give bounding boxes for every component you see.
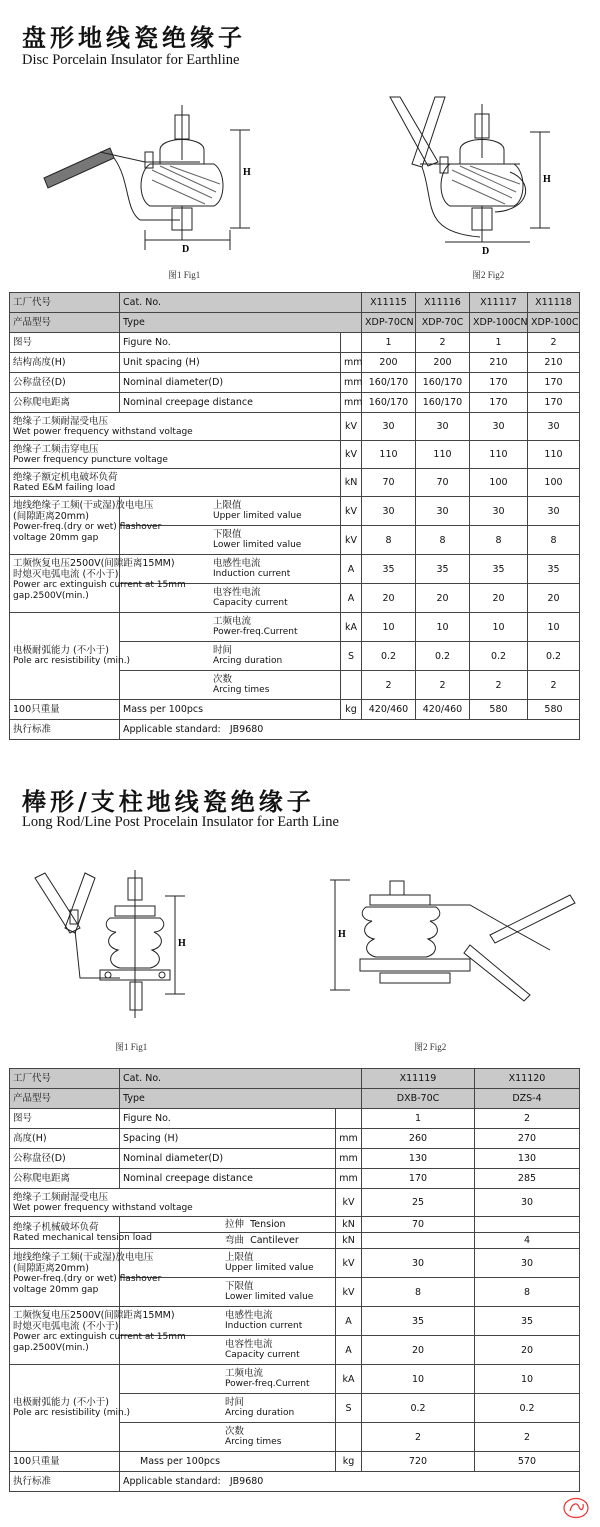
pf-current-cn: 工频电流	[213, 616, 252, 627]
table-row	[10, 613, 580, 642]
cell-value: 1	[362, 333, 416, 353]
row-label-en: Wet power frequency withstand voltage	[13, 426, 193, 437]
cell-value: 8	[362, 526, 416, 555]
standard-value: JB9680	[229, 1476, 264, 1487]
standard-label-en: Applicable standard:	[123, 1476, 221, 1487]
arc-times-en: Arcing times	[225, 1437, 282, 1447]
cell-value: 4	[475, 1233, 580, 1249]
arc-times-en: Arcing times	[213, 685, 270, 695]
cell-value: 8	[470, 526, 528, 555]
cell-value: 10	[528, 613, 580, 642]
table-row	[10, 497, 580, 526]
row-unit: mm	[341, 373, 362, 393]
row-label-en: Unit spacing (H)	[120, 353, 341, 373]
header-row-type	[10, 1089, 580, 1109]
row-label-en: Nominal diameter(D)	[120, 1149, 336, 1169]
cell-value: 170	[362, 1169, 475, 1189]
standard-label-cn: 执行标准	[10, 720, 120, 740]
cell-value: 30	[528, 413, 580, 441]
cat-no: X11115	[362, 293, 416, 313]
type-label-cn: 产品型号	[10, 1089, 120, 1109]
arc-duration-cn: 时间	[213, 645, 233, 656]
pf-current-cn: 工频电流	[225, 1368, 264, 1379]
lower-limit-cn: 下限值	[213, 529, 242, 540]
cell-value: 420/460	[362, 700, 416, 720]
upper-limit-en: Upper limited value	[225, 1263, 314, 1273]
flashover-label-en2: voltage 20mm gap	[13, 1285, 99, 1295]
cell-value: 420/460	[416, 700, 470, 720]
row-unit: kN	[336, 1233, 362, 1249]
arc-label-en: Pole arc resistibility (min.)	[13, 1408, 131, 1418]
row-unit	[336, 1109, 362, 1129]
type-label-cn: 产品型号	[10, 313, 120, 333]
cell-value: 160/170	[416, 393, 470, 413]
section1-title-en: Disc Porcelain Insulator for Earthline	[22, 52, 240, 68]
capacity-current-cn: 电容性电流	[225, 1339, 273, 1350]
cell-value: 270	[475, 1129, 580, 1149]
cell-value: 70	[362, 469, 416, 497]
row-label-en: Figure No.	[120, 1109, 336, 1129]
cell-value: 2	[470, 671, 528, 700]
cell-value: 110	[362, 441, 416, 469]
cell-value: 200	[362, 353, 416, 373]
cat-no: X11117	[470, 293, 528, 313]
row-unit: kV	[341, 497, 362, 526]
cell-value: 160/170	[362, 373, 416, 393]
cell-value: 8	[416, 526, 470, 555]
header-row-cat	[10, 293, 580, 313]
cell-value: 260	[362, 1129, 475, 1149]
row-label-cn: 结构高度(H)	[10, 353, 120, 373]
cell-value: 30	[362, 413, 416, 441]
table-row	[10, 1365, 580, 1394]
row-unit: kV	[336, 1278, 362, 1307]
cell-value	[362, 1233, 475, 1249]
flashover-label-cn2: (间隙距离20mm)	[13, 511, 90, 522]
arc-duration-cn: 时间	[225, 1397, 245, 1408]
extinguish-label-cn: 工频恢复电压2500V(间隙距离15MM)	[13, 1310, 175, 1321]
row-unit: A	[341, 584, 362, 613]
standard-value: JB9680	[229, 724, 264, 735]
row-unit: kV	[341, 526, 362, 555]
table-row	[10, 700, 580, 720]
table-row	[10, 413, 580, 441]
table-row	[10, 1217, 580, 1233]
cell-value: 130	[475, 1149, 580, 1169]
mass-label-en: Mass per 100pcs	[120, 1452, 336, 1472]
wet-voltage-en: Wet power frequency withstand voltage	[13, 1202, 193, 1213]
s2-fig1-label-h: H	[178, 938, 186, 949]
cell-value: 30	[528, 497, 580, 526]
cell-value: 30	[470, 413, 528, 441]
cat-label-cn: 工厂代号	[10, 293, 120, 313]
standard-label-en: Applicable standard:	[123, 724, 221, 735]
type-value: XDP-100C	[528, 313, 580, 333]
cell-value: 285	[475, 1169, 580, 1189]
pf-current-en: Power-freq.Current	[213, 627, 298, 637]
row-unit: mm	[341, 353, 362, 373]
cell-value: 30	[362, 497, 416, 526]
line-post-insulator-fig2	[330, 875, 580, 1015]
s2-fig2-label-h: H	[338, 929, 346, 940]
row-label-cn: 绝缘子工频耐湿受电压	[13, 415, 109, 427]
mech-load-cn: 绝缘子机械破坏负荷	[13, 1221, 99, 1233]
extinguish-label-en: Power arc extinguish current at 15mm	[13, 580, 186, 590]
arc-label-en: Pole arc resistibility (min.)	[13, 656, 131, 666]
row-unit: S	[341, 642, 362, 671]
induction-current-cn: 电感性电流	[213, 558, 261, 569]
wet-voltage-cn: 绝缘子工频耐湿受电压	[13, 1191, 109, 1203]
cell-value: 70	[362, 1217, 475, 1233]
type-label-en: Type	[120, 1089, 362, 1109]
cell-value: 160/170	[362, 393, 416, 413]
cell-value: 20	[475, 1336, 580, 1365]
cell-value: 100	[528, 469, 580, 497]
table-row	[10, 555, 580, 584]
extinguish-label-en: Power arc extinguish current at 15mm	[13, 1332, 186, 1342]
cell-value: 20	[528, 584, 580, 613]
row-unit: kN	[336, 1217, 362, 1233]
tension-cn: 拉伸	[225, 1219, 245, 1230]
logo-stamp-icon	[563, 1497, 589, 1519]
cell-value: 20	[362, 584, 416, 613]
cell-value: 35	[362, 1307, 475, 1336]
header-row-cat	[10, 1069, 580, 1089]
row-unit: kg	[336, 1452, 362, 1472]
fig2-label-d: D	[482, 246, 490, 257]
row-unit: kA	[336, 1365, 362, 1394]
cell-value: 2	[475, 1423, 580, 1452]
row-unit: kV	[336, 1189, 362, 1217]
row-label-en: Nominal creepage distance	[120, 393, 341, 413]
row-label-cn: 图号	[10, 1109, 120, 1129]
type-value: DZS-4	[475, 1089, 580, 1109]
capacity-current-cn: 电容性电流	[213, 587, 261, 598]
table-row	[10, 353, 580, 373]
table-row	[10, 1109, 580, 1129]
flashover-label-en: Power-freq.(dry or wet) flashover	[13, 1274, 162, 1284]
fig2-label-h: H	[543, 174, 551, 185]
cell-value: 100	[470, 469, 528, 497]
row-label-en: Nominal creepage distance	[120, 1169, 336, 1189]
section1-spec-table	[9, 292, 580, 740]
row-label-cn: 高度(H)	[10, 1129, 120, 1149]
extinguish-label-cn2: 时熄灭电弧电流 (不小于)	[13, 569, 119, 580]
cell-value: 10	[362, 1365, 475, 1394]
cell-value: 200	[416, 353, 470, 373]
row-unit: kV	[341, 413, 362, 441]
arc-duration-en: Arcing duration	[225, 1408, 295, 1418]
extinguish-label-cn: 工频恢复电压2500V(间隙距离15MM)	[13, 558, 175, 569]
cell-value: 0.2	[362, 1394, 475, 1423]
tension-en: Tension	[250, 1219, 286, 1230]
cell-value: 130	[362, 1149, 475, 1169]
section1-fig1-caption: 图1 Fig1	[168, 270, 201, 280]
cell-value: 720	[362, 1452, 475, 1472]
flashover-label-en: Power-freq.(dry or wet) flashover	[13, 522, 162, 532]
cell-value: 160/170	[416, 373, 470, 393]
disc-insulator-fig1	[40, 100, 270, 260]
cell-value: 35	[362, 555, 416, 584]
upper-limit-en: Upper limited value	[213, 511, 302, 521]
table-row	[10, 333, 580, 353]
cell-value: 30	[416, 497, 470, 526]
cell-value: 35	[470, 555, 528, 584]
cell-value: 0.2	[528, 642, 580, 671]
table-row	[10, 469, 580, 497]
row-unit: mm	[336, 1169, 362, 1189]
cell-value: 1	[470, 333, 528, 353]
lower-limit-en: Lower limited value	[213, 540, 302, 550]
cell-value: 70	[416, 469, 470, 497]
row-unit: A	[341, 555, 362, 584]
cell-value: 570	[475, 1452, 580, 1472]
arc-times-cn: 次数	[213, 674, 233, 685]
table-row	[10, 1249, 580, 1278]
cell-value: 110	[416, 441, 470, 469]
pf-current-en: Power-freq.Current	[225, 1379, 310, 1389]
cell-value	[475, 1217, 580, 1233]
row-unit: A	[336, 1336, 362, 1365]
table-row	[10, 1129, 580, 1149]
cat-no: X11118	[528, 293, 580, 313]
cell-value: 0.2	[470, 642, 528, 671]
mass-label-cn: 100只重量	[10, 700, 120, 720]
row-unit	[341, 333, 362, 353]
cell-value: 170	[528, 393, 580, 413]
cat-label-cn: 工厂代号	[10, 1069, 120, 1089]
capacity-current-en: Capacity current	[225, 1350, 300, 1360]
cell-value: 35	[416, 555, 470, 584]
lower-limit-cn: 下限值	[225, 1281, 254, 1292]
cell-value: 30	[475, 1249, 580, 1278]
cell-value: 580	[528, 700, 580, 720]
induction-current-en: Induction current	[225, 1321, 303, 1331]
cell-value: 2	[528, 333, 580, 353]
section1-title-cn: 盘形地线瓷绝缘子	[22, 23, 246, 52]
cell-value: 35	[475, 1307, 580, 1336]
cell-value: 2	[528, 671, 580, 700]
cell-value: 2	[475, 1109, 580, 1129]
cell-value: 30	[416, 413, 470, 441]
flashover-label-en2: voltage 20mm gap	[13, 533, 99, 543]
table-row	[10, 393, 580, 413]
table-row	[10, 1307, 580, 1336]
cell-value: 170	[470, 393, 528, 413]
row-label-cn: 公称盘径(D)	[10, 1149, 120, 1169]
cell-value: 2	[416, 671, 470, 700]
row-label-cn: 公称盘径(D)	[10, 373, 120, 393]
row-unit	[341, 671, 362, 700]
cell-value: 580	[470, 700, 528, 720]
long-rod-insulator-fig1	[30, 868, 200, 1028]
arc-label-cn: 电极耐弧能力 (不小于)	[13, 1397, 109, 1408]
type-value: XDP-70CN	[362, 313, 416, 333]
table-row	[10, 1472, 580, 1492]
cell-value: 30	[470, 497, 528, 526]
cell-value: 210	[528, 353, 580, 373]
disc-insulator-fig2	[360, 92, 580, 257]
table-row	[10, 1452, 580, 1472]
upper-limit-cn: 上限值	[225, 1252, 254, 1263]
cell-value: 20	[416, 584, 470, 613]
type-value: DXB-70C	[362, 1089, 475, 1109]
flashover-label-cn: 地线绝缘子工频(干或湿)放电电压	[13, 1252, 154, 1263]
section1-fig2-caption: 图2 Fig2	[472, 270, 505, 280]
cell-value: 10	[362, 613, 416, 642]
row-label-cn: 公称爬电距离	[10, 1169, 120, 1189]
cantilever-cn: 弯曲	[225, 1235, 245, 1246]
cell-value: 25	[362, 1189, 475, 1217]
flashover-label-cn: 地线绝缘子工频(干或湿)放电电压	[13, 500, 154, 511]
section2-fig1-caption: 图1 Fig1	[115, 1042, 148, 1052]
induction-current-cn: 电感性电流	[225, 1310, 273, 1321]
cell-value: 10	[475, 1365, 580, 1394]
row-unit: mm	[341, 393, 362, 413]
cell-value: 110	[470, 441, 528, 469]
row-unit: S	[336, 1394, 362, 1423]
cell-value: 35	[528, 555, 580, 584]
section2-title-cn: 棒形/支柱地线瓷绝缘子	[22, 787, 315, 816]
row-label-cn: 绝缘子额定机电破坏负荷	[13, 471, 118, 483]
row-label-en: Power frequency puncture voltage	[13, 454, 168, 465]
cell-value: 8	[475, 1278, 580, 1307]
cell-value: 170	[528, 373, 580, 393]
row-label-en: Figure No.	[120, 333, 341, 353]
row-unit: A	[336, 1307, 362, 1336]
row-unit: kA	[341, 613, 362, 642]
cell-value: 8	[362, 1278, 475, 1307]
row-unit	[336, 1423, 362, 1452]
section2-title-en: Long Rod/Line Post Procelain Insulator for Earth Line	[22, 814, 339, 830]
table-row	[10, 441, 580, 469]
header-row-type	[10, 313, 580, 333]
row-label-cn: 图号	[10, 333, 120, 353]
arc-duration-en: Arcing duration	[213, 656, 283, 666]
row-unit: kN	[341, 469, 362, 497]
cell-value: 170	[470, 373, 528, 393]
extinguish-label-cn2: 时熄灭电弧电流 (不小于)	[13, 1321, 119, 1332]
cell-value: 1	[362, 1109, 475, 1129]
cat-no: X11116	[416, 293, 470, 313]
arc-times-cn: 次数	[225, 1426, 245, 1437]
cat-no: X11120	[475, 1069, 580, 1089]
cat-label-en: Cat. No.	[120, 293, 362, 313]
capacity-current-en: Capacity current	[213, 598, 288, 608]
row-label-en: Spacing (H)	[120, 1129, 336, 1149]
standard-label-cn: 执行标准	[10, 1472, 120, 1492]
cell-value: 30	[362, 1249, 475, 1278]
section2-fig2-caption: 图2 Fig2	[414, 1042, 447, 1052]
lower-limit-en: Lower limited value	[225, 1292, 314, 1302]
type-value: XDP-70C	[416, 313, 470, 333]
row-unit: kg	[341, 700, 362, 720]
cell-value: 2	[362, 671, 416, 700]
cell-value: 110	[528, 441, 580, 469]
row-unit: kV	[336, 1249, 362, 1278]
row-label-en: Nominal diameter(D)	[120, 373, 341, 393]
flashover-label-cn2: (间隙距离20mm)	[13, 1263, 90, 1274]
mass-label-en: Mass per 100pcs	[120, 700, 341, 720]
row-unit: mm	[336, 1129, 362, 1149]
table-row	[10, 1189, 580, 1217]
row-unit: kV	[341, 441, 362, 469]
cell-value: 210	[470, 353, 528, 373]
induction-current-en: Induction current	[213, 569, 291, 579]
cell-value: 10	[470, 613, 528, 642]
arc-label-cn: 电极耐弧能力 (不小于)	[13, 645, 109, 656]
cell-value: 0.2	[475, 1394, 580, 1423]
cell-value: 2	[416, 333, 470, 353]
row-label-cn: 绝缘子工频击穿电压	[13, 443, 99, 455]
table-row	[10, 1149, 580, 1169]
cell-value: 20	[470, 584, 528, 613]
cell-value: 0.2	[362, 642, 416, 671]
cell-value: 20	[362, 1336, 475, 1365]
mass-label-cn: 100只重量	[10, 1452, 120, 1472]
cat-label-en: Cat. No.	[120, 1069, 362, 1089]
cell-value: 2	[362, 1423, 475, 1452]
mech-load-en: Rated mechanical tension load	[13, 1232, 152, 1243]
table-row	[10, 373, 580, 393]
row-label-en: Rated E&M failing load	[13, 482, 116, 493]
fig1-label-d: D	[182, 244, 190, 255]
upper-limit-cn: 上限值	[213, 500, 242, 511]
type-label-en: Type	[120, 313, 362, 333]
row-label-cn: 公称爬电距离	[10, 393, 120, 413]
type-value: XDP-100CN	[470, 313, 528, 333]
cat-no: X11119	[362, 1069, 475, 1089]
row-unit: mm	[336, 1149, 362, 1169]
table-row	[10, 720, 580, 740]
extinguish-label-en2: gap.2500V(min.)	[13, 1343, 89, 1353]
cell-value: 0.2	[416, 642, 470, 671]
table-row	[10, 1169, 580, 1189]
section2-spec-table	[9, 1068, 580, 1492]
fig1-label-h: H	[243, 167, 251, 178]
cell-value: 8	[528, 526, 580, 555]
cell-value: 10	[416, 613, 470, 642]
extinguish-label-en2: gap.2500V(min.)	[13, 591, 89, 601]
cantilever-en: Cantilever	[250, 1235, 299, 1246]
cell-value: 30	[475, 1189, 580, 1217]
